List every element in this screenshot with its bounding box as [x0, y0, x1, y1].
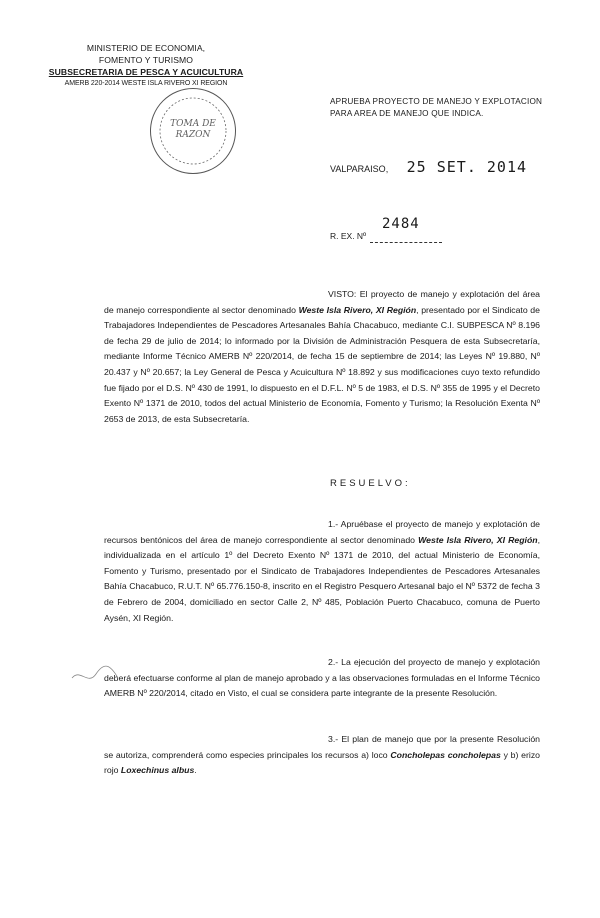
- article-3: [104, 732, 540, 779]
- stamp-text: [157, 119, 229, 141]
- article-2: [104, 655, 540, 702]
- article-3-species-2: Loxechinus albus: [120, 765, 195, 776]
- article-3-text-3: .: [194, 765, 197, 776]
- visto-sector-name: Weste Isla Rivero, XI Región: [298, 304, 417, 315]
- subject-line1: APRUEBA PROYECTO DE MANEJO Y EXPLOTACION: [330, 97, 543, 106]
- resuelvo-heading: RESUELVO:: [330, 478, 411, 489]
- date-value: 25 SET. 2014: [406, 158, 528, 176]
- header-line-amerb: AMERB 220-2014 WESTE ISLA RIVERO XI REGION: [64, 80, 228, 87]
- article-3-text-1: El plan de manejo que por la presente Resolución se autoriza, comprenderá como especies principales los recursos a) loco: [104, 734, 540, 760]
- article-1-text-1: Apruébase el proyecto de manejo y explotación de recursos bentónicos del área de manejo correspondiente al sector denominado: [104, 519, 540, 545]
- official-stamp: [150, 88, 236, 174]
- article-3-text-2: y b) erizo rojo: [104, 749, 540, 776]
- resolution-number: 2484: [382, 216, 420, 232]
- article-2-lead: 2.-: [328, 657, 342, 667]
- visto-paragraph: [104, 287, 540, 427]
- article-1-text-2: , individualizada en el artículo 1º del Decreto Exento Nº 1371 de 2010, del actual Ministerio de Economía, Fomento y Turismo, presentado por el Sindicato de Trabajadores Independientes de Pescadores Artesanales Bahía Chacabuco, R.U.T. Nº 65.776.150-8, inscrito en el Registro Pesquero Artesanal bajo el Nº 5372 de fecha 3 de Febrero de 2004, domiciliado en sector Calle 2, Nº 485, Población Puerto Chacabuco, comuna de Puerto Aysén, XI Región.: [104, 534, 540, 623]
- visto-lead: VISTO:: [328, 289, 357, 299]
- article-3-species-1: Concholepas concholepas: [390, 749, 501, 760]
- stamp-text-line1: TOMA DE: [170, 119, 216, 129]
- visto-text-1: El proyecto de manejo y explotación del área de manejo correspondiente al sector denominado: [104, 289, 540, 315]
- article-1-lead: 1.-: [328, 519, 341, 529]
- visto-text-2: , presentado por el Sindicato de Trabajadores Independientes de Pescadores Artesanales Bahía Chacabuco, mediante C.I. SUBPESCA Nº 8.196 de fecha 29 de julio de 2014; lo informado por la División de Administración Pesquera de esta Subsecretaría, mediante Informe Técnico AMERB Nº 220/2014, de fecha 15 de septiembre de 2014; las Leyes Nº 19.880, Nº 20.437 y Nº 20.657; la Ley General de Pesca y Acuicultura Nº 18.892 y sus modificaciones cuyo texto refundido fue fijado por el D.S. Nº 430 de 1991, lo dispuesto en el D.F.L. Nº 5 de 1983, el D.S. Nº 355 de 1995 y el Decreto Exento Nº 1371 de 2010, todos del actual Ministerio de Economía, Fomento y Turismo; la Resolución Exenta Nº 2653 de 2013, de esta Subsecretaría.: [104, 304, 540, 424]
- date-label: VALPARAISO,: [330, 164, 389, 174]
- header-line-subsecretaria: SUBSECRETARIA DE PESCA Y ACUICULTURA: [48, 67, 244, 77]
- article-3-lead: 3.-: [328, 734, 342, 744]
- header-line-fomento: FOMENTO Y TURISMO: [98, 55, 194, 65]
- resolution-number-label: R. EX. Nº: [330, 231, 367, 241]
- stamp-text-line2: RAZON: [175, 130, 211, 140]
- article-1-sector-name: Weste Isla Rivero, XI Región: [418, 534, 538, 545]
- header-line-ministry: MINISTERIO DE ECONOMIA,: [86, 43, 206, 53]
- subject-line2: PARA AREA DE MANEJO QUE INDICA.: [330, 109, 484, 118]
- resolution-number-line: [370, 242, 442, 243]
- resolution-number-row: [330, 216, 450, 246]
- handwritten-mark-icon: [66, 648, 136, 708]
- article-1: [104, 517, 540, 626]
- article-2-text: La ejecución del proyecto de manejo y explotación deberá efectuarse conforme al plan de manejo aprobado y a las observaciones formuladas en el Informe Técnico AMERB Nº 220/2014, citado en Visto, el cual se considera parte integrante de la presente Resolución.: [104, 657, 540, 699]
- resolution-subject: [330, 96, 570, 120]
- date-row: [330, 158, 570, 177]
- ministry-header: [48, 42, 244, 90]
